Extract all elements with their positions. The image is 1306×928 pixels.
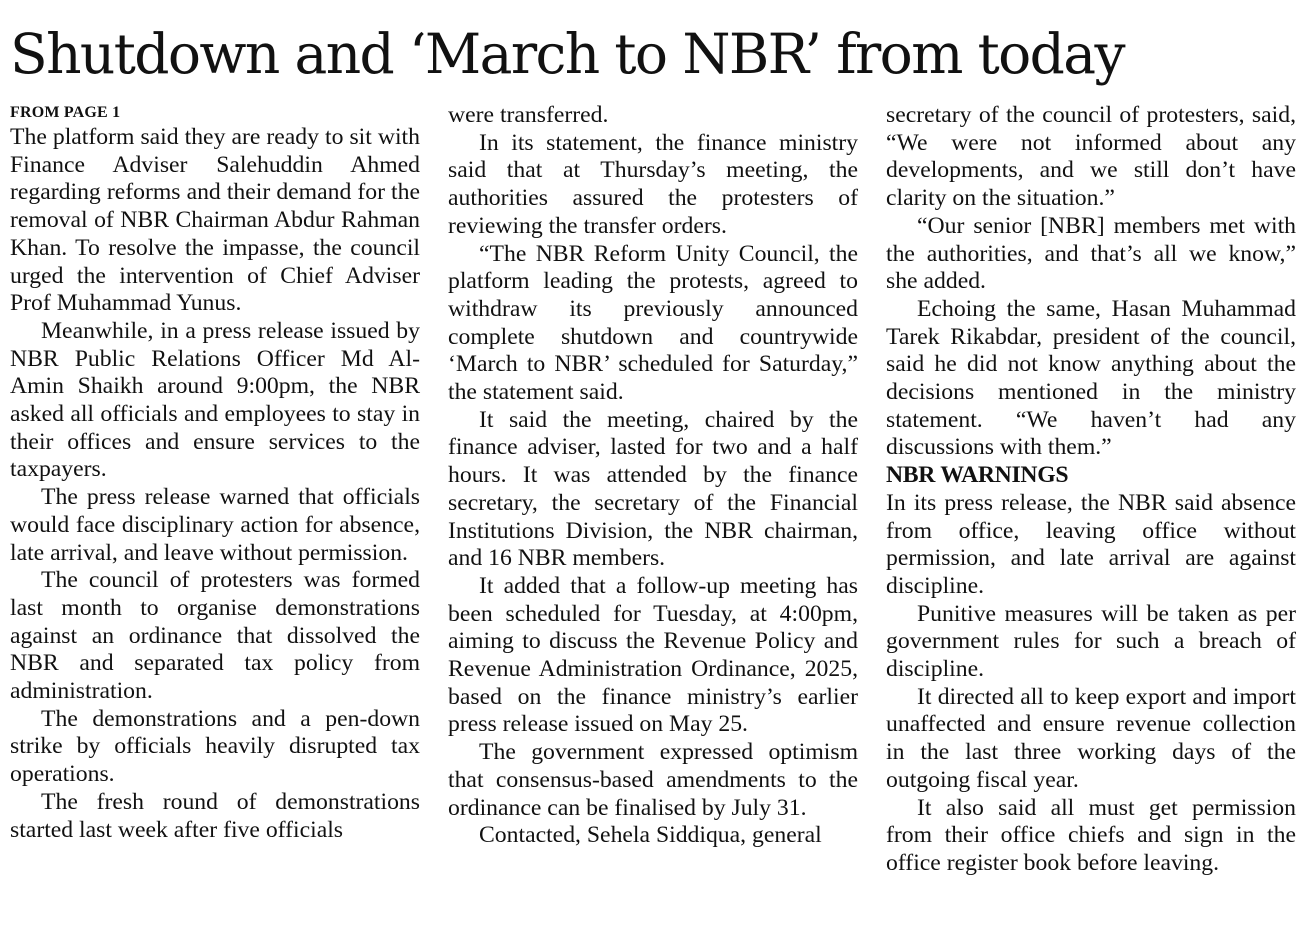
column-2 [448,102,858,850]
kicker-from-page: FROM PAGE 1 [10,104,121,121]
paragraph: Contacted, Sehela Siddiqua, general [479,822,822,849]
paragraph: “The NBR Reform Unity Council, the platform leading the protests, agreed to withdraw its previously announced complete shutdown and countrywide ‘March to NBR’ scheduled for Saturday,” the statement said. [448,240,858,406]
paragraph: The demonstrations and a pen-down strike by officials heavily disrupted tax operations. [10,705,420,788]
paragraph: were transferred. [448,102,609,128]
column-1 [10,102,420,844]
paragraph: The council of protesters was formed last month to organise demonstrations against an ordinance that dissolved the NBR and separated tax policy from administration. [10,567,420,705]
paragraph: It added that a follow-up meeting has been scheduled for Tuesday, at 4:00pm, aiming to discuss the Revenue Policy and Revenue Administration Ordinance, 2025, based on the finance ministry’s earlier press release issued on May 25. [448,572,858,738]
column-3 [886,102,1296,878]
paragraph: The press release warned that officials would face disciplinary action for absence, late arrival, and leave without permission. [10,484,420,566]
paragraph: The fresh round of demonstrations started last week after five officials [10,788,420,843]
paragraph: It directed all to keep export and import unaffected and ensure revenue collection in the last three working days of the outgoing fiscal year. [886,683,1296,793]
paragraph: secretary of the council of protesters, said, “We were not informed about any developments, and we still don’t have clarity on the situation.” [886,102,1296,212]
paragraph: Echoing the same, Hasan Muhammad Tarek Rikabdar, president of the council, said he did not know anything about the decisions mentioned in the ministry statement. “We haven’t had any discussions with them.” [886,295,1296,461]
paragraph: Punitive measures will be taken as per government rules for such a breach of discipline. [886,600,1296,683]
paragraph: Meanwhile, in a press release issued by NBR Public Relations Officer Md Al-Amin Shaikh around 9:00pm, the NBR asked all officials and employees to stay in their offices and ensure services to the taxpayers. [10,317,420,483]
paragraph: The government expressed optimism that consensus-based amendments to the ordinance can be finalised by July 31. [448,739,858,821]
paragraph: The platform said they are ready to sit with Finance Adviser Salehuddin Ahmed regarding reforms and their demand for the removal of NBR Chairman Abdur Rahman Khan. To resolve the impasse, the council urged the intervention of Chief Adviser Prof Muhammad Yunus. [10,124,420,317]
paragraph: In its statement, the finance ministry said that at Thursday’s meeting, the authorities assured the protesters of reviewing the transfer orders. [448,129,858,239]
paragraph: “Our senior [NBR] members met with the authorities, and that’s all we know,” she added. [886,212,1296,295]
subhead-nbr-warnings: NBR WARNINGS [886,462,1069,489]
paragraph: In its press release, the NBR said absence from office, leaving office without permission, and late arrival are against discipline. [886,489,1296,599]
paragraph: It also said all must get permission from their office chiefs and sign in the office register book before leaving. [886,794,1296,876]
headline: Shutdown and ‘March to NBR’ from today [10,22,1124,86]
paragraph: It said the meeting, chaired by the finance adviser, lasted for two and a half hours. It was attended by the finance secretary, the secretary of the Financial Institutions Division, the NBR chairman, and 16 NBR members. [448,406,858,572]
